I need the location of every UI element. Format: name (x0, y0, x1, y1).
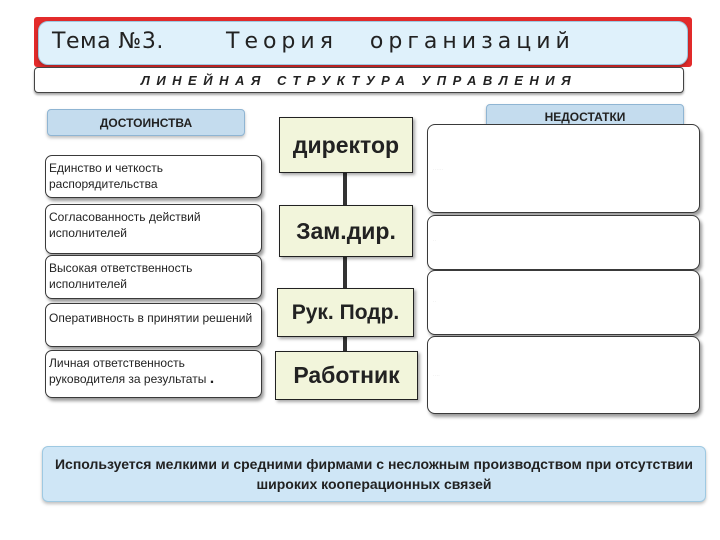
advantages-header-label: ДОСТОИНСТВА (99, 115, 193, 130)
subtitle-banner (34, 67, 684, 93)
node-worker (275, 351, 418, 400)
node-department-head (277, 288, 414, 337)
advantage-item (45, 350, 262, 398)
advantage-item (45, 204, 262, 254)
advantage-item (45, 303, 262, 347)
advantage-item (45, 155, 262, 198)
advantage-text: Единство и четкость распорядительства (49, 161, 163, 191)
usage-note-text: Используется мелкими и средними фирмами с несложным производством при отсутствии широких кооперационных связей (54, 456, 694, 492)
disadvantage-box: · · (427, 215, 700, 270)
disadvantages-header-label: НЕДОСТАТКИ (544, 110, 626, 124)
node-director (279, 117, 413, 173)
advantage-text: Согласованность действий исполнителей (49, 210, 201, 240)
topic-number: Тема №3. (52, 29, 164, 54)
disadvantage-box: · · · · (427, 336, 700, 414)
subtitle-text: ЛИНЕЙНАЯ СТРУКТУРА УПРАВЛЕНИЯ (140, 72, 578, 88)
node-department-head-label: Рук. Подр. (291, 300, 400, 324)
advantage-text: Высокая ответственность исполнителей (49, 261, 193, 291)
page-title: Теория организаций (226, 29, 575, 54)
usage-note (42, 446, 706, 502)
advantage-suffix: . (209, 370, 215, 387)
advantage-text: Личная ответственность руководителя за результаты (49, 356, 207, 386)
advantages-header (47, 109, 245, 136)
advantage-item (45, 255, 262, 299)
node-director-label: директор (292, 131, 400, 158)
node-deputy-director-label: Зам.дир. (296, 217, 396, 244)
advantage-text: Оперативность в принятии решений (49, 311, 253, 325)
disadvantage-box: · · (427, 270, 700, 335)
node-deputy-director (279, 205, 413, 257)
disadvantage-box: · · · · · · (427, 124, 700, 213)
node-worker-label: Работник (293, 362, 400, 388)
